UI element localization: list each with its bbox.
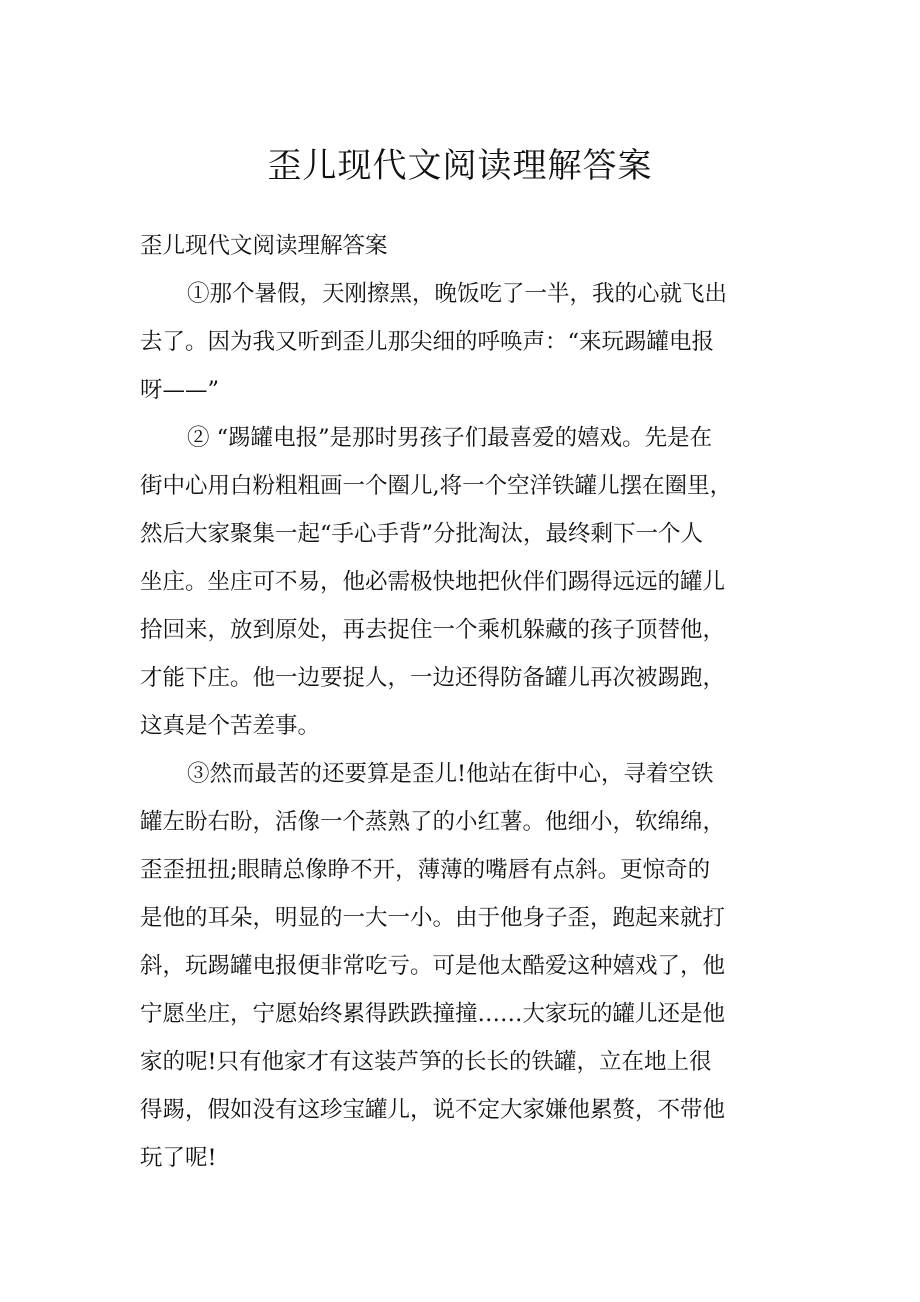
paragraph-line: 街中心用白粉粗粗画一个圈儿,将一个空洋铁罐儿摆在圈里， — [140, 473, 733, 499]
paragraph-line: 才能下庄。他一边要捉人，一边还得防备罐儿再次被踢跑， — [140, 665, 726, 691]
paragraph-line: 是他的耳朵，明显的一大一小。由于他身子歪，跑起来就打 — [140, 905, 726, 931]
document-body — [140, 222, 785, 1182]
paragraph-3 — [140, 750, 785, 1182]
paragraph-1 — [140, 270, 785, 414]
paragraph-line: 去了。因为我又听到歪儿那尖细的呼唤声：“来玩踢罐电报 — [140, 329, 715, 355]
paragraph-line: 歪歪扭扭;眼睛总像睁不开，薄薄的嘴唇有点斜。更惊奇的 — [140, 857, 711, 883]
document-subtitle: 歪儿现代文阅读理解答案 — [140, 233, 388, 259]
paragraph-line: ③然而最苦的还要算是歪儿!他站在街中心，寻着空铁 — [187, 761, 714, 787]
document-title: 歪儿现代文阅读理解答案 — [267, 146, 653, 186]
paragraph-line: ①那个暑假，天刚擦黑，晚饭吃了一半，我的心就飞出 — [187, 281, 728, 307]
paragraph-line: 宁愿坐庄，宁愿始终累得跌跌撞撞……大家玩的罐儿还是他 — [140, 1001, 726, 1027]
paragraph-line: 斜，玩踢罐电报便非常吃亏。可是他太酷爱这种嬉戏了，他 — [140, 953, 726, 979]
paragraph-line: 得踢，假如没有这珍宝罐儿，说不定大家嫌他累赘，不带他 — [140, 1097, 726, 1123]
paragraph-line: 家的呢!只有他家才有这装芦笋的长长的铁罐，立在地上很 — [140, 1049, 712, 1075]
paragraph-line: 坐庄。坐庄可不易，他必需极快地把伙伴们踢得远远的罐儿 — [140, 569, 726, 595]
paragraph-line: 拾回来，放到原处，再去捉住一个乘机躲藏的孩子顶替他， — [140, 617, 726, 643]
paragraph-line: 这真是个苦差事。 — [140, 713, 321, 739]
paragraph-line: ② “踢罐电报”是那时男孩子们最喜爱的嬉戏。先是在 — [187, 425, 713, 451]
paragraph-line: 玩了呢! — [140, 1145, 217, 1171]
paragraph-2 — [140, 414, 785, 750]
paragraph-line: 呀——” — [140, 377, 220, 403]
paragraph-line: 然后大家聚集一起“手心手背”分批淘汰，最终剩下一个人 — [140, 521, 704, 547]
paragraph-line: 罐左盼右盼，活像一个蒸熟了的小红薯。他细小，软绵绵， — [140, 809, 726, 835]
